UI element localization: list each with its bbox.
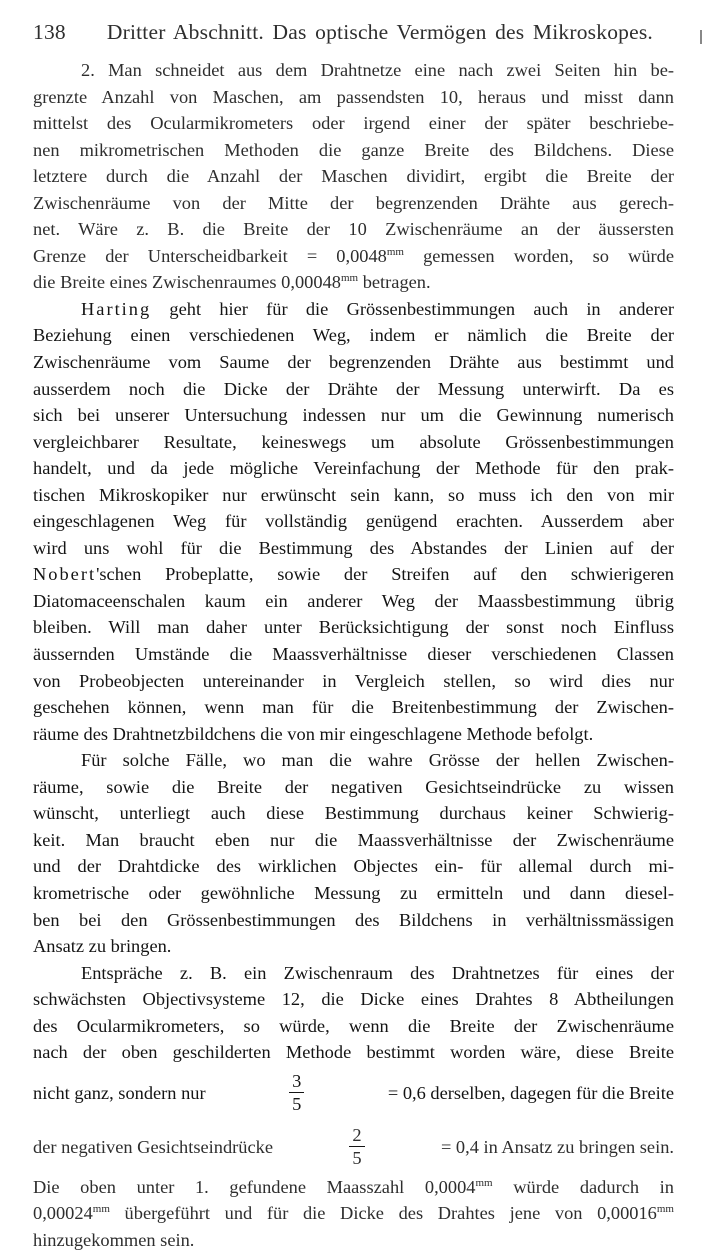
text-line bbox=[33, 1200, 674, 1227]
text-line: sich bei unserer Untersuchung indessen nur um die Gewinnung numerisch bbox=[33, 405, 674, 426]
text-fragment: 'schen Probeplatte, sowie der Streifen auf den schwierigeren bbox=[96, 564, 674, 585]
text-line: 2. Man schneidet aus dem Drahtnetze eine nach zwei Seiten hin be- bbox=[81, 60, 674, 80]
text-line: räume des Drahtnetzbildchens die von mir eingeschlagene Methode befolgt. bbox=[33, 723, 594, 744]
text-line: grenzte Anzahl von Maschen, am passendsten 10, heraus und misst dann bbox=[33, 86, 674, 107]
text-line: und der Drahtdicke des wirklichen Objectes ein- für allemal durch mi- bbox=[33, 856, 674, 877]
unit-superscript: mm bbox=[386, 245, 404, 258]
fraction-denominator: 5 bbox=[292, 1094, 302, 1115]
text-line: keit. Man braucht eben nur die Maassverhältnisse der Zwischenräume bbox=[33, 829, 674, 850]
text-fragment: geht hier für die Grössenbestimmungen auch in anderer bbox=[151, 298, 674, 319]
page-body bbox=[33, 57, 674, 1253]
text-fragment: die Breite eines Zwischenraumes 0,00048 bbox=[33, 272, 341, 293]
text-fragment: gemessen worden, so würde bbox=[404, 245, 674, 266]
text-fragment: übergeführt und für die Dicke des Drahtes jene von 0,00016 bbox=[109, 1203, 657, 1224]
fraction bbox=[289, 1070, 304, 1115]
text-fragment: 0,00024 bbox=[33, 1203, 93, 1224]
text-line: geschehen können, wenn man für die Breitenbestimmung der Zwischen- bbox=[33, 697, 674, 718]
unit-superscript: mm bbox=[475, 1176, 493, 1189]
text-line: wünscht, unterliegt auch diese Bestimmung durchaus keiner Schwierig- bbox=[33, 803, 674, 824]
text-line: von Probeobjecten untereinander in Vergleich stellen, so wird dies nur bbox=[33, 670, 674, 691]
text-line: letztere durch die Anzahl der Maschen dividirt, ergibt die Breite der bbox=[33, 166, 674, 187]
unit-superscript: mm bbox=[92, 1203, 110, 1216]
text-line: des Ocularmikrometers, so würde, wenn die Breite der Zwischenräume bbox=[33, 1015, 674, 1036]
text-line: wird uns wohl für die Bestimmung des Abstandes der Linien auf der bbox=[33, 537, 674, 558]
text-line: tischen Mikroskopiker nur erwünscht sein kann, so muss ich den von mir bbox=[33, 484, 674, 505]
unit-superscript: mm bbox=[656, 1203, 674, 1216]
paragraph-method-2 bbox=[33, 57, 674, 296]
text-line: Diatomaceenschalen kaum ein anderer Weg der Maassbestimmung übrig bbox=[33, 590, 674, 611]
text-line: ben bei den Grössenbestimmungen des Bildchens in verhältnissmässigen bbox=[33, 909, 674, 930]
text-line: Zwischenräume von der Mitte der begrenzenden Drähte aus gerech- bbox=[33, 192, 674, 213]
text-fragment: = 0,6 derselben, dagegen für die Breite bbox=[387, 1082, 674, 1103]
paragraph-cases bbox=[33, 747, 674, 959]
text-line: nach der oben geschilderten Methode bestimmt worden wäre, diese Breite bbox=[33, 1042, 674, 1063]
author-name: Nobert bbox=[33, 564, 97, 585]
text-fragment: würde dadurch in bbox=[492, 1176, 674, 1197]
text-line: mittelst des Ocularmikrometers oder irgend einer der später beschriebe- bbox=[33, 113, 674, 134]
text-fragment: Die oben unter 1. gefundene Maasszahl 0,0004 bbox=[33, 1176, 476, 1197]
page-number: 138 bbox=[33, 20, 66, 44]
margin-mark bbox=[700, 30, 702, 44]
text-line bbox=[33, 296, 674, 323]
text-line: handelt, und da jede mögliche Vereinfachung der Methode für den prak- bbox=[33, 458, 674, 479]
text-fragment: Grenze der Unterscheidbarkeit = 0,0048 bbox=[33, 245, 387, 266]
fraction-numerator: 2 bbox=[349, 1124, 364, 1147]
text-line: net. Wäre z. B. die Breite der 10 Zwischenräume an der äussersten bbox=[33, 219, 674, 240]
unit-superscript: mm bbox=[340, 272, 359, 285]
text-line: Ansatz zu bringen. bbox=[33, 936, 172, 957]
text-line bbox=[33, 269, 674, 296]
text-line: räume, sowie die Breite der negativen Gesichtseindrücke zu wissen bbox=[33, 776, 674, 797]
text-line: eingeschlagenen Weg für vollständig genügend erachten. Ausserdem aber bbox=[33, 511, 674, 532]
fraction-line bbox=[33, 1120, 674, 1174]
text-line bbox=[33, 243, 674, 270]
text-fragment: nicht ganz, sondern nur bbox=[33, 1082, 206, 1103]
fraction-denominator: 5 bbox=[352, 1148, 362, 1169]
fraction bbox=[349, 1124, 364, 1169]
text-line: vergleichbarer Resultate, keineswegs um absolute Grössenbestimmungen bbox=[33, 431, 674, 452]
running-header bbox=[33, 20, 674, 45]
text-line: Zwischenräume vom Saume der begrenzenden Drähte aus bestimmt und bbox=[33, 352, 674, 373]
fraction-line bbox=[33, 1066, 674, 1120]
running-title: Dritter Abschnitt. Das optische Vermögen des Mikroskopes. bbox=[106, 20, 653, 44]
fraction-numerator: 3 bbox=[289, 1070, 304, 1093]
text-line: ausserdem noch die Dicke der Drähte der Messung unterwirft. Da es bbox=[33, 378, 674, 399]
text-line: Beziehung einen verschiedenen Weg, indem er nämlich die Breite der bbox=[33, 325, 674, 346]
text-line: krometrische oder gewöhnliche Messung zu ermitteln und dann diesel- bbox=[33, 882, 674, 903]
text-line bbox=[33, 561, 674, 588]
text-line: äussernden Umstände die Maassverhältnisse dieser verschiedenen Classen bbox=[33, 644, 674, 665]
paragraph-harting bbox=[33, 296, 674, 747]
text-fragment: = 0,4 in Ansatz zu bringen sein. bbox=[440, 1136, 674, 1157]
text-line bbox=[33, 1174, 674, 1201]
text-fragment: betragen. bbox=[358, 272, 431, 293]
text-line: hinzugekommen sein. bbox=[33, 1229, 195, 1250]
text-line: Entspräche z. B. ein Zwischenraum des Drahtnetzes für eines der bbox=[81, 962, 674, 983]
text-fragment: der negativen Gesichtseindrücke bbox=[33, 1136, 274, 1157]
text-line: Für solche Fälle, wo man die wahre Grösse der hellen Zwischen- bbox=[81, 750, 674, 771]
text-line: bleiben. Will man daher unter Berücksichtigung der sonst noch Einfluss bbox=[33, 617, 674, 638]
text-line: schwächsten Objectivsysteme 12, die Dicke eines Drahtes 8 Abtheilungen bbox=[33, 989, 674, 1010]
author-name: Harting bbox=[81, 298, 152, 319]
paragraph-example bbox=[33, 960, 674, 1253]
text-line: nen mikrometrischen Methoden die ganze Breite des Bildchens. Diese bbox=[33, 139, 674, 160]
